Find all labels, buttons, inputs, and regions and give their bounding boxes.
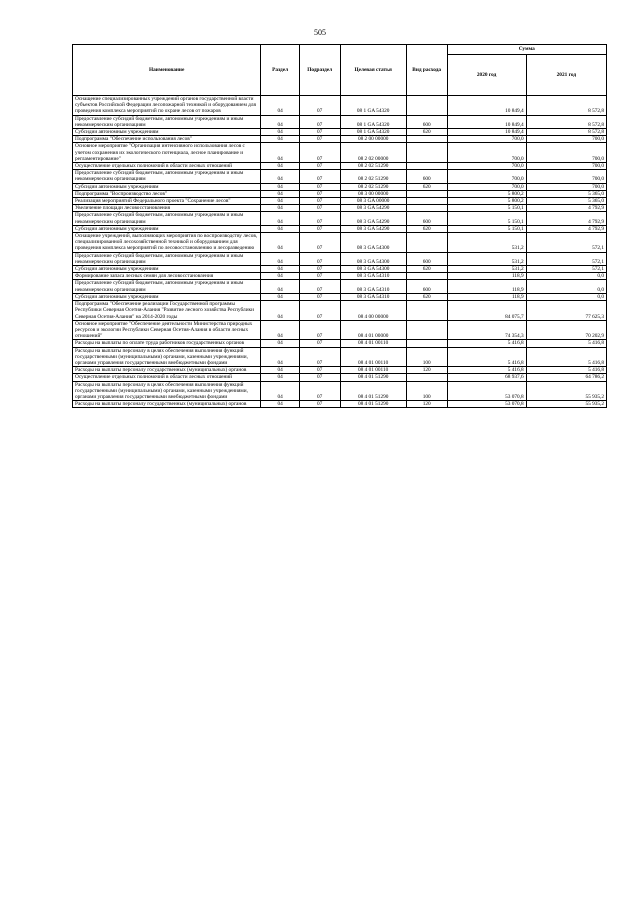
table-row xyxy=(73,252,607,265)
cell-name: Предоставление субсидий бюджетным, автономным учреждениям и иным некоммерческим организациям xyxy=(73,212,261,225)
cell-name: Расходы на выплаты персоналу государственных (муниципальных) органов xyxy=(73,401,261,408)
cell-article: 08 4 01 00110 xyxy=(340,367,406,374)
header-podrazdel: Подраздел xyxy=(299,45,340,96)
cell-name: Предоставление субсидий бюджетным, автономным учреждениям и иным некоммерческим организациям xyxy=(73,252,261,265)
cell-sum-2021: 700,0 xyxy=(526,183,606,190)
cell-name: Субсидии автономным учреждениям xyxy=(73,225,261,232)
cell-article: 08 3 GA 54300 xyxy=(340,266,406,273)
cell-razdel: 04 xyxy=(261,205,300,212)
cell-name: Расходы на выплаты персоналу в целях обеспечения выполнения функций государственными (муниципальными) органами, казенными учреждениями, органами управления государственными внебюджетными фондами xyxy=(73,381,261,401)
cell-name: Субсидии автономным учреждениям xyxy=(73,129,261,136)
cell-name: Осуществление отдельных полномочий в области лесных отношений xyxy=(73,163,261,170)
cell-name: Субсидии автономным учреждениям xyxy=(73,266,261,273)
cell-sum-2020: 5 416,8 xyxy=(447,367,526,374)
cell-article: 08 3 GA 54290 xyxy=(340,212,406,225)
table-row xyxy=(73,115,607,128)
cell-sum-2021: 700,0 xyxy=(526,136,606,143)
cell-sum-2020: 5 150,1 xyxy=(447,205,526,212)
cell-article: 08 3 GA 54310 xyxy=(340,273,406,280)
cell-sum-2021: 0,0 xyxy=(526,273,606,280)
cell-name: Осуществление отдельных полномочий в области лесных отношений xyxy=(73,374,261,381)
cell-name: Субсидии автономным учреждениям xyxy=(73,183,261,190)
cell-sum-2020: 53 070,8 xyxy=(447,401,526,408)
cell-name: Расходы на выплаты персоналу государственных (муниципальных) органов xyxy=(73,367,261,374)
cell-sum-2020: 5 150,1 xyxy=(447,225,526,232)
cell-article: 08 3 GA 54290 xyxy=(340,205,406,212)
table-row xyxy=(73,293,607,300)
header-year-2020: 2020 год xyxy=(447,55,526,96)
cell-sum-2020: 10 849,4 xyxy=(447,96,526,116)
cell-sum-2021: 4 792,9 xyxy=(526,205,606,212)
cell-podrazdel: 07 xyxy=(299,136,340,143)
cell-vid: 100 xyxy=(406,347,447,367)
cell-sum-2021: 8 572,8 xyxy=(526,96,606,116)
cell-podrazdel: 07 xyxy=(299,293,340,300)
cell-sum-2020: 68 937,6 xyxy=(447,374,526,381)
cell-sum-2021: 8 572,8 xyxy=(526,115,606,128)
cell-razdel: 04 xyxy=(261,129,300,136)
cell-podrazdel: 07 xyxy=(299,198,340,205)
cell-sum-2021: 700,0 xyxy=(526,143,606,163)
cell-vid: 600 xyxy=(406,280,447,293)
cell-sum-2021: 700,0 xyxy=(526,163,606,170)
cell-name: Оснащение учреждений, выполняющих мероприятия по воспроизводству лесов, специализированной лесохозяйственной техникой и оборудованием для проведения комплекса мероприятий по лесовосстановлению и лесоразведению xyxy=(73,233,261,253)
cell-podrazdel: 07 xyxy=(299,96,340,116)
cell-sum-2021: 700,0 xyxy=(526,170,606,183)
table-row xyxy=(73,163,607,170)
header-article: Целевая статья xyxy=(340,45,406,96)
cell-razdel: 04 xyxy=(261,347,300,367)
cell-podrazdel: 07 xyxy=(299,301,340,321)
cell-sum-2021: 5 365,0 xyxy=(526,190,606,197)
cell-article: 08 4 01 00110 xyxy=(340,340,406,347)
cell-podrazdel: 07 xyxy=(299,347,340,367)
cell-razdel: 04 xyxy=(261,252,300,265)
cell-razdel: 04 xyxy=(261,233,300,253)
table-row xyxy=(73,136,607,143)
cell-podrazdel: 07 xyxy=(299,340,340,347)
cell-vid: 120 xyxy=(406,367,447,374)
cell-razdel: 04 xyxy=(261,374,300,381)
header-razdel: Раздел xyxy=(261,45,300,96)
cell-podrazdel: 07 xyxy=(299,143,340,163)
cell-sum-2021: 572,1 xyxy=(526,233,606,253)
cell-podrazdel: 07 xyxy=(299,273,340,280)
cell-podrazdel: 07 xyxy=(299,374,340,381)
cell-name: Основное мероприятие "Организация интенсивного использования лесов с учетом сохранения их экологического потенциала, лесное планирование и регламентирование" xyxy=(73,143,261,163)
cell-podrazdel: 07 xyxy=(299,163,340,170)
cell-razdel: 04 xyxy=(261,401,300,408)
cell-sum-2020: 5 800,2 xyxy=(447,198,526,205)
cell-sum-2021: 8 572,8 xyxy=(526,129,606,136)
cell-vid xyxy=(406,205,447,212)
cell-vid: 600 xyxy=(406,115,447,128)
cell-article: 08 4 01 51290 xyxy=(340,381,406,401)
cell-sum-2021: 70 202,9 xyxy=(526,320,606,340)
cell-podrazdel: 07 xyxy=(299,367,340,374)
cell-podrazdel: 07 xyxy=(299,320,340,340)
cell-name: Оснащение специализированных учреждений органов государственной власти субъектов Российской Федерации лесопожарной техникой и оборудованием для проведения комплекса мероприятий по охране лесов от пожаров xyxy=(73,96,261,116)
cell-name: Подпрограмма "Воспроизводство лесов" xyxy=(73,190,261,197)
cell-article: 08 2 02 51290 xyxy=(340,183,406,190)
cell-vid xyxy=(406,136,447,143)
cell-razdel: 04 xyxy=(261,115,300,128)
cell-article: 08 4 01 00110 xyxy=(340,347,406,367)
cell-sum-2021: 4 792,9 xyxy=(526,225,606,232)
cell-vid xyxy=(406,143,447,163)
cell-sum-2021: 572,1 xyxy=(526,252,606,265)
cell-podrazdel: 07 xyxy=(299,170,340,183)
table-row xyxy=(73,401,607,408)
cell-razdel: 04 xyxy=(261,225,300,232)
cell-name: Основное мероприятие "Обеспечение деятельности Министерства природных ресурсов и экологии Республики Северная Осетия-Алания в области лесных отношений" xyxy=(73,320,261,340)
table-row xyxy=(73,225,607,232)
cell-sum-2021: 0,0 xyxy=(526,280,606,293)
cell-sum-2020: 531,2 xyxy=(447,266,526,273)
table-row xyxy=(73,320,607,340)
cell-vid: 620 xyxy=(406,183,447,190)
table-row xyxy=(73,381,607,401)
cell-sum-2020: 531,2 xyxy=(447,233,526,253)
cell-article: 08 3 00 00000 xyxy=(340,190,406,197)
cell-article: 08 3 GA 54310 xyxy=(340,280,406,293)
cell-sum-2021: 55 935,2 xyxy=(526,401,606,408)
cell-razdel: 04 xyxy=(261,190,300,197)
table-row xyxy=(73,143,607,163)
cell-sum-2020: 118,9 xyxy=(447,293,526,300)
table-row xyxy=(73,273,607,280)
cell-podrazdel: 07 xyxy=(299,280,340,293)
cell-podrazdel: 07 xyxy=(299,115,340,128)
cell-sum-2021: 64 786,2 xyxy=(526,374,606,381)
cell-name: Реализация мероприятий Федерального проекта "Сохранение лесов" xyxy=(73,198,261,205)
header-sum: Сумма xyxy=(447,45,607,55)
cell-sum-2020: 74 354,3 xyxy=(447,320,526,340)
cell-article: 08 2 02 00000 xyxy=(340,143,406,163)
cell-razdel: 04 xyxy=(261,340,300,347)
cell-name: Подпрограмма "Обеспечение использования лесов" xyxy=(73,136,261,143)
table-row xyxy=(73,183,607,190)
table-row xyxy=(73,233,607,253)
cell-article: 08 1 GA 54320 xyxy=(340,129,406,136)
cell-podrazdel: 07 xyxy=(299,401,340,408)
cell-vid: 620 xyxy=(406,225,447,232)
cell-sum-2020: 700,0 xyxy=(447,163,526,170)
cell-name: Субсидии автономным учреждениям xyxy=(73,293,261,300)
cell-vid xyxy=(406,374,447,381)
cell-razdel: 04 xyxy=(261,198,300,205)
cell-sum-2021: 5 416,8 xyxy=(526,347,606,367)
cell-vid xyxy=(406,273,447,280)
table-row xyxy=(73,266,607,273)
cell-razdel: 04 xyxy=(261,96,300,116)
cell-podrazdel: 07 xyxy=(299,233,340,253)
table-row xyxy=(73,170,607,183)
cell-vid: 620 xyxy=(406,266,447,273)
cell-sum-2021: 572,1 xyxy=(526,266,606,273)
table-row xyxy=(73,301,607,321)
cell-podrazdel: 07 xyxy=(299,183,340,190)
cell-sum-2020: 531,2 xyxy=(447,252,526,265)
cell-article: 08 3 GA 54300 xyxy=(340,233,406,253)
cell-sum-2021: 5 416,8 xyxy=(526,367,606,374)
cell-vid: 120 xyxy=(406,401,447,408)
cell-article: 08 4 01 00000 xyxy=(340,320,406,340)
cell-vid: 620 xyxy=(406,129,447,136)
cell-vid xyxy=(406,340,447,347)
cell-sum-2020: 5 416,8 xyxy=(447,340,526,347)
cell-vid: 620 xyxy=(406,293,447,300)
header-name: Наименование xyxy=(73,45,261,96)
cell-razdel: 04 xyxy=(261,293,300,300)
cell-name: Предоставление субсидий бюджетным, автономным учреждениям и иным некоммерческим организациям xyxy=(73,170,261,183)
cell-article: 08 2 02 51290 xyxy=(340,170,406,183)
cell-article: 08 3 GA 54300 xyxy=(340,252,406,265)
table-row xyxy=(73,347,607,367)
cell-podrazdel: 07 xyxy=(299,212,340,225)
cell-podrazdel: 07 xyxy=(299,190,340,197)
cell-razdel: 04 xyxy=(261,320,300,340)
cell-sum-2020: 53 070,8 xyxy=(447,381,526,401)
cell-name: Расходы на выплаты по оплате труда работников государственных органов xyxy=(73,340,261,347)
table-row xyxy=(73,280,607,293)
cell-sum-2020: 700,0 xyxy=(447,136,526,143)
cell-sum-2021: 55 935,2 xyxy=(526,381,606,401)
cell-article: 08 4 01 51290 xyxy=(340,374,406,381)
cell-razdel: 04 xyxy=(261,266,300,273)
cell-podrazdel: 07 xyxy=(299,225,340,232)
table-row xyxy=(73,205,607,212)
cell-razdel: 04 xyxy=(261,143,300,163)
cell-sum-2020: 700,0 xyxy=(447,170,526,183)
cell-vid xyxy=(406,320,447,340)
cell-name: Подпрограмма "Обеспечение реализации Государственной программы Республики Северная Осетия-Алания "Развитие лесного хозяйства Республики Северная Осетия-Алания" на 2014-2020 годы xyxy=(73,301,261,321)
header-year-2021: 2021 год xyxy=(526,55,606,96)
cell-sum-2021: 4 792,9 xyxy=(526,212,606,225)
cell-vid xyxy=(406,190,447,197)
cell-vid xyxy=(406,233,447,253)
cell-sum-2020: 10 849,4 xyxy=(447,115,526,128)
cell-sum-2020: 700,0 xyxy=(447,143,526,163)
cell-razdel: 04 xyxy=(261,381,300,401)
cell-razdel: 04 xyxy=(261,367,300,374)
table-row xyxy=(73,190,607,197)
cell-article: 08 3 GA 54310 xyxy=(340,293,406,300)
budget-table xyxy=(72,44,607,408)
cell-podrazdel: 07 xyxy=(299,205,340,212)
cell-sum-2021: 5 365,0 xyxy=(526,198,606,205)
cell-vid xyxy=(406,163,447,170)
cell-podrazdel: 07 xyxy=(299,252,340,265)
cell-article: 08 2 02 51290 xyxy=(340,163,406,170)
cell-razdel: 04 xyxy=(261,301,300,321)
cell-vid: 600 xyxy=(406,212,447,225)
cell-article: 08 3 GA 54290 xyxy=(340,225,406,232)
table-row xyxy=(73,367,607,374)
cell-article: 08 2 00 00000 xyxy=(340,136,406,143)
cell-sum-2020: 5 800,2 xyxy=(447,190,526,197)
cell-name: Формирование запаса лесных семян для лесовосстановления xyxy=(73,273,261,280)
cell-name: Увеличение площади лесовосстановления xyxy=(73,205,261,212)
cell-name: Расходы на выплаты персоналу в целях обеспечения выполнения функций государственными (муниципальными) органами, казенными учреждениями, органами управления государственными внебюджетными фондами xyxy=(73,347,261,367)
table-row xyxy=(73,340,607,347)
table-body xyxy=(73,96,607,408)
cell-sum-2021: 5 416,8 xyxy=(526,340,606,347)
cell-article: 08 4 01 51290 xyxy=(340,401,406,408)
cell-razdel: 04 xyxy=(261,163,300,170)
cell-name: Предоставление субсидий бюджетным, автономным учреждениям и иным некоммерческим организациям xyxy=(73,115,261,128)
cell-sum-2020: 84 075,7 xyxy=(447,301,526,321)
cell-article: 08 4 00 00000 xyxy=(340,301,406,321)
cell-article: 08 1 GA 54320 xyxy=(340,115,406,128)
cell-razdel: 04 xyxy=(261,280,300,293)
cell-sum-2020: 118,9 xyxy=(447,280,526,293)
cell-vid xyxy=(406,96,447,116)
cell-vid: 600 xyxy=(406,252,447,265)
table-row xyxy=(73,374,607,381)
page-number: 505 xyxy=(314,28,326,37)
cell-razdel: 04 xyxy=(261,273,300,280)
cell-vid: 100 xyxy=(406,381,447,401)
cell-podrazdel: 07 xyxy=(299,266,340,273)
cell-vid xyxy=(406,198,447,205)
cell-vid: 600 xyxy=(406,170,447,183)
cell-name: Предоставление субсидий бюджетным, автономным учреждениям и иным некоммерческим организациям xyxy=(73,280,261,293)
cell-podrazdel: 07 xyxy=(299,129,340,136)
cell-podrazdel: 07 xyxy=(299,381,340,401)
cell-razdel: 04 xyxy=(261,183,300,190)
table-row xyxy=(73,212,607,225)
table-row xyxy=(73,198,607,205)
cell-sum-2021: 0,0 xyxy=(526,293,606,300)
cell-sum-2021: 77 625,3 xyxy=(526,301,606,321)
table-row xyxy=(73,129,607,136)
cell-sum-2020: 5 150,1 xyxy=(447,212,526,225)
cell-sum-2020: 10 849,4 xyxy=(447,129,526,136)
cell-razdel: 04 xyxy=(261,170,300,183)
cell-sum-2020: 5 416,8 xyxy=(447,347,526,367)
cell-article: 08 3 GA 00000 xyxy=(340,198,406,205)
cell-vid xyxy=(406,301,447,321)
table-row xyxy=(73,96,607,116)
cell-sum-2020: 700,0 xyxy=(447,183,526,190)
cell-razdel: 04 xyxy=(261,212,300,225)
cell-razdel: 04 xyxy=(261,136,300,143)
cell-article: 08 1 GA 54320 xyxy=(340,96,406,116)
cell-sum-2020: 118,9 xyxy=(447,273,526,280)
header-vid: Вид расхода xyxy=(406,45,447,96)
